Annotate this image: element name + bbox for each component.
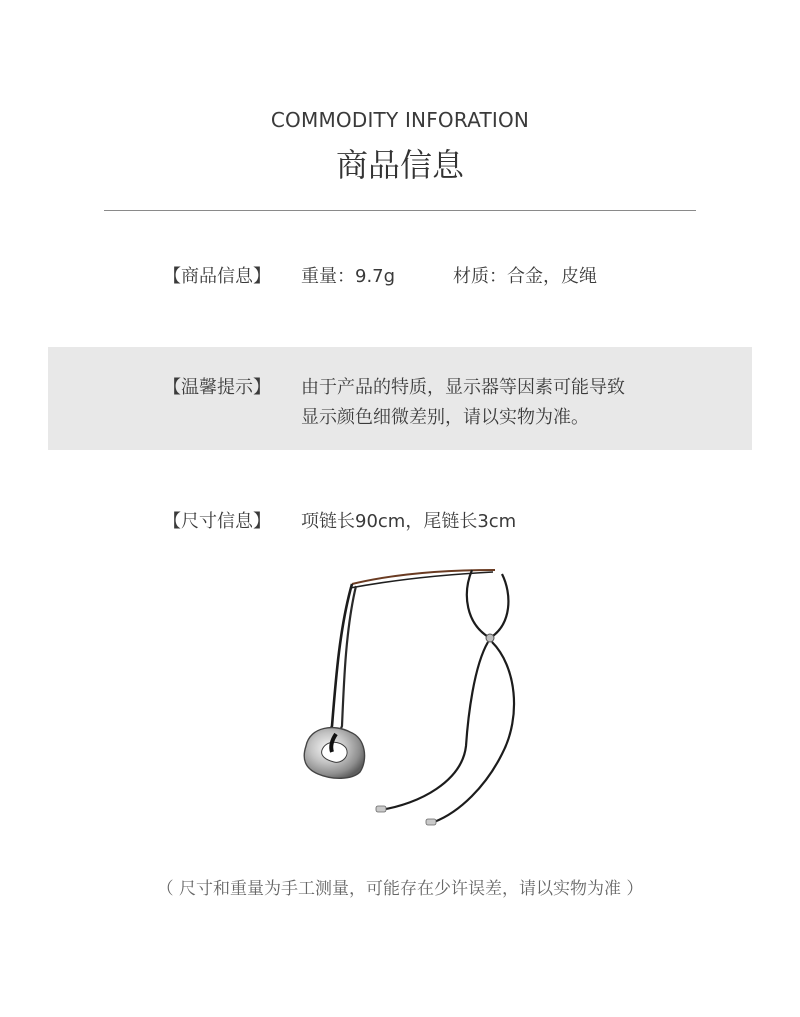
footnote: （ 尺寸和重量为手工测量，可能存在少许误差，请以实物为准 ） (156, 879, 644, 899)
notice-text (301, 373, 625, 433)
info-label: 【商品信息】 (163, 266, 271, 287)
notice-label: 【温馨提示】 (163, 377, 271, 398)
size-label: 【尺寸信息】 (163, 511, 271, 532)
header-title-cn: 商品信息 (335, 146, 464, 184)
notice-line-1: 由于产品的特质，显示器等因素可能导致 (301, 377, 625, 398)
header-title-en: COMMODITY INFORATION (270, 108, 530, 132)
size-value: 项链长90cm，尾链长3cm (301, 511, 517, 532)
header-divider (104, 210, 696, 211)
material-value: 材质：合金，皮绳 (453, 266, 597, 287)
notice-line-2: 显示颜色细微差别，请以实物为准。 (301, 407, 589, 428)
necklace-image (290, 566, 540, 836)
weight-value: 重量：9.7g (301, 266, 396, 287)
